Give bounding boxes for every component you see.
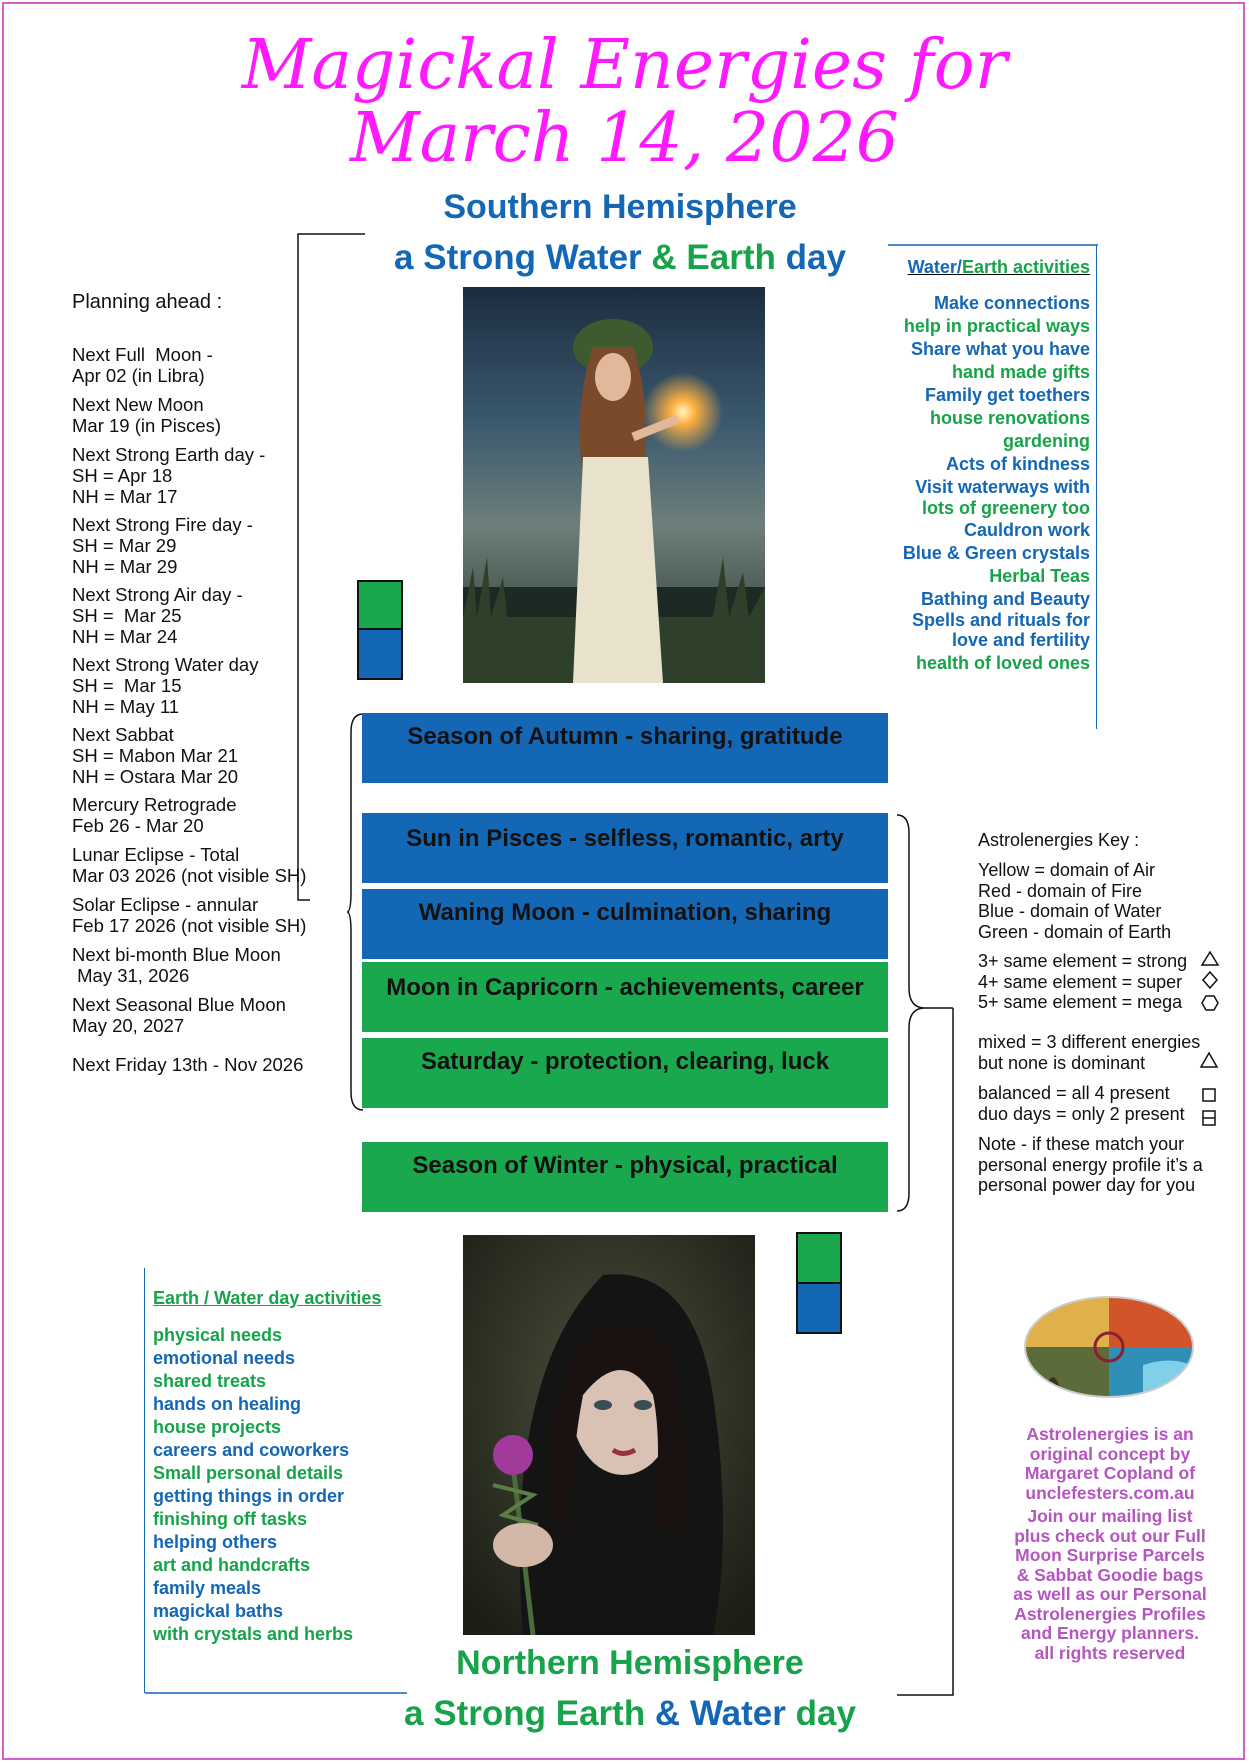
northern-sub-prefix: a Strong bbox=[404, 1694, 556, 1733]
promo-line: Margaret Copland of bbox=[1024, 1463, 1196, 1483]
planning-item: Next Strong Air day - SH = Mar 25 NH = Mar 24 bbox=[72, 584, 243, 647]
planning-item: Next Strong Water day SH = Mar 15 NH = May 11 bbox=[72, 654, 259, 717]
planning-item: Next Seasonal Blue Moon May 20, 2027 bbox=[72, 994, 286, 1036]
southern-activities-title-part2: Earth activities bbox=[961, 257, 1090, 277]
promo-line: unclefesters.com.au bbox=[1025, 1482, 1195, 1503]
promo-line: Moon Surprise Parcels bbox=[1015, 1545, 1205, 1565]
promo-line: all rights reserved bbox=[1034, 1642, 1186, 1663]
northern-activity-item: art and handcrafts bbox=[153, 1555, 311, 1575]
southern-activity-item: Cauldron work bbox=[963, 520, 1090, 540]
planning-item: Mercury Retrograde Feb 26 - Mar 20 bbox=[72, 794, 237, 836]
page-title-line1: Magickal Energies for bbox=[241, 26, 1008, 105]
southern-activity-item: Blue & Green crystals bbox=[902, 543, 1090, 563]
southern-activity-item: house renovations bbox=[929, 408, 1090, 428]
key-strength: 3+ same element = strong 4+ same element = super 5+ same element = mega bbox=[978, 951, 1188, 1012]
northern-activity-item: getting things in order bbox=[153, 1486, 344, 1506]
southern-activity-item: Bathing and Beauty bbox=[920, 589, 1090, 609]
promo-text bbox=[990, 1425, 1230, 1663]
southern-activity-item: Spells and rituals for bbox=[911, 610, 1090, 630]
promo-line: & Sabbat Goodie bags bbox=[1016, 1564, 1204, 1585]
northern-activity-item: helping others bbox=[153, 1532, 278, 1552]
southern-element1: Water bbox=[545, 238, 642, 277]
bar-season-sh: Season of Autumn - sharing, gratitude bbox=[362, 713, 888, 783]
bar-moon-phase: Waning Moon - culmination, sharing bbox=[362, 889, 888, 959]
planning-item: Next Strong Fire day - SH = Mar 29 NH = Mar 29 bbox=[72, 514, 253, 577]
bar-sun-sign: Sun in Pisces - selfless, romantic, arty bbox=[362, 813, 888, 883]
southern-sub-prefix: a Strong bbox=[394, 238, 546, 277]
northern-activity-item: finishing off tasks bbox=[153, 1509, 308, 1529]
southern-sub-suffix: day bbox=[775, 238, 846, 277]
northern-activities-title: Earth / Water day activities bbox=[153, 1288, 382, 1308]
bar-day: Saturday - protection, clearing, luck bbox=[362, 1038, 888, 1108]
southern-activities-title-part1: Water/ bbox=[907, 257, 962, 277]
key-strength-symbols bbox=[1200, 950, 1220, 1018]
southern-amp: & bbox=[641, 238, 687, 277]
southern-activity-item: help in practical ways bbox=[903, 316, 1090, 336]
bar-moon-sign: Moon in Capricorn - achievements, career bbox=[362, 962, 888, 1032]
southern-element-square-water bbox=[357, 628, 403, 680]
promo-line: Astrolenergies is an bbox=[1026, 1424, 1194, 1444]
southern-activity-item: Make connections bbox=[933, 293, 1090, 313]
northern-photo bbox=[463, 1235, 755, 1635]
key-colors: Yellow = domain of Air Red - domain of Fire Blue - domain of Water Green - domain of Earth bbox=[978, 860, 1172, 942]
page-title-line2: March 14, 2026 bbox=[350, 99, 899, 178]
planning-item: Lunar Eclipse - Total Mar 03 2026 (not visible SH) bbox=[72, 844, 307, 886]
southern-activity-item: lots of greenery too bbox=[921, 498, 1090, 518]
planning-item: Next Strong Earth day - SH = Apr 18 NH = Mar 17 bbox=[72, 444, 266, 507]
southern-activity-item: Acts of kindness bbox=[945, 454, 1090, 474]
triangle-icon bbox=[1202, 952, 1218, 965]
diamond-icon bbox=[1203, 972, 1217, 988]
northern-activity-item: magickal baths bbox=[153, 1601, 284, 1621]
planning-item: Next Full Moon - Apr 02 (in Libra) bbox=[72, 344, 213, 386]
mixed-triangle-icon bbox=[1198, 1050, 1220, 1070]
southern-activity-item: Visit waterways with bbox=[915, 477, 1090, 497]
northern-activity-item: physical needs bbox=[153, 1325, 283, 1345]
southern-subheading bbox=[330, 238, 910, 278]
balanced-duo-icons bbox=[1200, 1087, 1220, 1127]
southern-activities-box bbox=[888, 245, 1097, 729]
planning-item: Next Friday 13th - Nov 2026 bbox=[72, 1054, 304, 1075]
promo-line: as well as our Personal bbox=[1013, 1584, 1207, 1604]
northern-activity-item: house projects bbox=[153, 1417, 282, 1437]
northern-amp: & bbox=[645, 1694, 690, 1733]
southern-element2: Earth bbox=[686, 238, 776, 277]
southern-activities-topline bbox=[888, 243, 1098, 247]
southern-activity-item: love and fertility bbox=[951, 630, 1090, 650]
southern-activity-item: gardening bbox=[1002, 431, 1090, 451]
northern-activity-item: family meals bbox=[153, 1578, 262, 1598]
planning-heading: Planning ahead : bbox=[72, 291, 223, 313]
southern-activities-title bbox=[908, 257, 1090, 278]
planning-item: Next Sabbat SH = Mabon Mar 21 NH = Ostara Mar 20 bbox=[72, 724, 239, 787]
key-heading: Astrolenergies Key : bbox=[978, 830, 1140, 850]
astrolenergies-logo bbox=[1023, 1295, 1195, 1399]
northern-element-square-water bbox=[796, 1282, 842, 1334]
square-icon bbox=[1203, 1089, 1215, 1101]
key-note: Note - if these match your personal energy profile it’s a personal power day for you bbox=[978, 1134, 1203, 1195]
promo-line: original concept by bbox=[1029, 1443, 1191, 1464]
promo-line: Join our mailing list bbox=[1027, 1506, 1193, 1526]
promo-line: and Energy planners. bbox=[1021, 1623, 1199, 1643]
northern-activity-item: careers and coworkers bbox=[153, 1440, 350, 1460]
northern-element2: Water bbox=[689, 1694, 786, 1733]
northern-activity-item: Small personal details bbox=[153, 1463, 344, 1483]
planning-item: Solar Eclipse - annular Feb 17 2026 (not visible SH) bbox=[72, 894, 307, 936]
northern-element1: Earth bbox=[555, 1694, 646, 1733]
planning-item: Next bi-month Blue Moon May 31, 2026 bbox=[72, 944, 281, 986]
key-mixed: mixed = 3 different energies but none is dominant bbox=[978, 1032, 1201, 1073]
southern-activity-item: Share what you have bbox=[910, 339, 1090, 359]
southern-heading: Southern Hemisphere bbox=[443, 188, 797, 226]
right-bracket-line bbox=[895, 1005, 955, 1705]
southern-activity-item: Family get toethers bbox=[924, 385, 1090, 405]
promo-line: plus check out our Full bbox=[1014, 1525, 1206, 1546]
northern-activity-item: with crystals and herbs bbox=[153, 1624, 354, 1644]
promo-line: Astrolenergies Profiles bbox=[1014, 1603, 1206, 1624]
southern-activity-item: health of loved ones bbox=[915, 653, 1090, 673]
hexagon-icon bbox=[1202, 996, 1218, 1010]
southern-photo bbox=[463, 287, 765, 683]
southern-activity-item: hand made gifts bbox=[951, 362, 1090, 382]
northern-activity-item: shared treats bbox=[153, 1371, 267, 1391]
southern-element-square-earth bbox=[357, 580, 403, 630]
northern-activity-item: emotional needs bbox=[153, 1348, 296, 1368]
northern-heading: Northern Hemisphere bbox=[456, 1644, 804, 1682]
northern-element-square-earth bbox=[796, 1232, 842, 1284]
planning-item: Next New Moon Mar 19 (in Pisces) bbox=[72, 394, 222, 436]
northern-subheading bbox=[330, 1694, 930, 1734]
southern-activity-item: Herbal Teas bbox=[989, 566, 1090, 586]
key-balanced: balanced = all 4 present duo days = only 2 present bbox=[978, 1083, 1185, 1124]
northern-sub-suffix: day bbox=[785, 1694, 856, 1733]
northern-activity-item: hands on healing bbox=[153, 1394, 302, 1414]
bar-season-nh: Season of Winter - physical, practical bbox=[362, 1142, 888, 1212]
northern-activities-box bbox=[144, 1268, 405, 1693]
